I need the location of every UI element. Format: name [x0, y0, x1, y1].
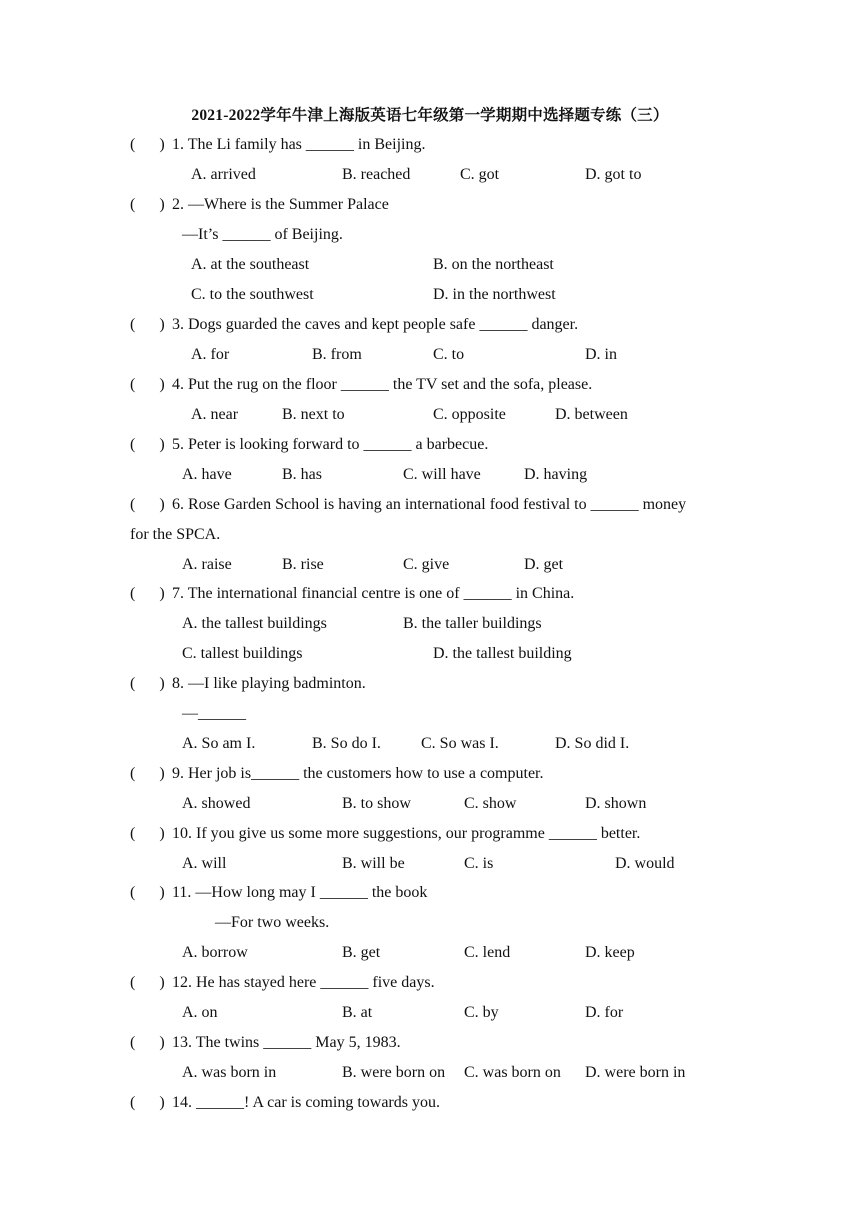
- option-d: D. keep: [585, 944, 635, 961]
- option-c: C. to the southwest: [191, 286, 314, 303]
- answer-blank: ( ): [130, 316, 165, 333]
- option-a: A. at the southeast: [191, 256, 310, 273]
- answer-blank: ( ): [130, 974, 165, 991]
- option-b: B. rise: [282, 556, 324, 573]
- option-d: D. So did I.: [555, 735, 630, 752]
- option-b: B. on the northeast: [433, 256, 554, 273]
- option-c: C. will have: [403, 466, 481, 483]
- option-b: B. has: [282, 466, 322, 483]
- option-a: A. the tallest buildings: [182, 615, 327, 632]
- option-a: A. showed: [182, 795, 251, 812]
- option-d: D. would: [615, 855, 675, 872]
- answer-blank: ( ): [130, 376, 165, 393]
- question-stem: 3. Dogs guarded the caves and kept people safe ______ danger.: [172, 316, 579, 333]
- question-dialogue-reply: —For two weeks.: [215, 914, 330, 931]
- option-c: C. got: [460, 166, 500, 183]
- option-b: B. next to: [282, 406, 345, 423]
- option-a: A. near: [191, 406, 239, 423]
- question-dialogue-reply: —______: [182, 705, 246, 722]
- option-c: C. give: [403, 556, 450, 573]
- option-c: C. by: [464, 1004, 499, 1021]
- option-a: A. have: [182, 466, 232, 483]
- option-a: A. on: [182, 1004, 218, 1021]
- option-b: B. reached: [342, 166, 411, 183]
- question-stem: 9. Her job is______ the customers how to use a computer.: [172, 765, 544, 782]
- question-stem: 6. Rose Garden School is having an international food festival to ______ money: [172, 496, 687, 513]
- option-a: A. raise: [182, 556, 232, 573]
- answer-blank: ( ): [130, 765, 165, 782]
- option-d: D. in: [585, 346, 617, 363]
- option-a: A. borrow: [182, 944, 248, 961]
- answer-blank: ( ): [130, 585, 165, 602]
- answer-blank: ( ): [130, 825, 165, 842]
- option-c: C. is: [464, 855, 494, 872]
- option-b: B. the taller buildings: [403, 615, 542, 632]
- question-stem: 5. Peter is looking forward to ______ a barbecue.: [172, 436, 489, 453]
- option-d: D. were born in: [585, 1064, 686, 1081]
- answer-blank: ( ): [130, 1094, 165, 1111]
- question-stem: 4. Put the rug on the floor ______ the TV set and the sofa, please.: [172, 376, 593, 393]
- question-stem: 7. The international financial centre is one of ______ in China.: [172, 585, 575, 602]
- option-a: A. will: [182, 855, 227, 872]
- option-d: D. for: [585, 1004, 624, 1021]
- answer-blank: ( ): [130, 436, 165, 453]
- option-d: D. got to: [585, 166, 642, 183]
- answer-blank: ( ): [130, 1034, 165, 1051]
- answer-blank: ( ): [130, 196, 165, 213]
- option-d: D. in the northwest: [433, 286, 556, 303]
- question-stem: 14. ______! A car is coming towards you.: [172, 1094, 440, 1111]
- option-b: B. will be: [342, 855, 405, 872]
- option-b: B. were born on: [342, 1064, 446, 1081]
- option-a: A. arrived: [191, 166, 256, 183]
- option-d: D. having: [524, 466, 588, 483]
- option-d: D. shown: [585, 795, 647, 812]
- option-b: B. get: [342, 944, 381, 961]
- option-d: D. the tallest building: [433, 645, 572, 662]
- question-dialogue-reply: —It’s ______ of Beijing.: [182, 226, 343, 243]
- option-c: C. So was I.: [421, 735, 499, 752]
- option-c: C. to: [433, 346, 465, 363]
- answer-blank: ( ): [130, 884, 165, 901]
- option-b: B. from: [312, 346, 362, 363]
- option-c: C. opposite: [433, 406, 506, 423]
- question-stem: 8. —I like playing badminton.: [172, 675, 366, 692]
- option-c: C. show: [464, 795, 517, 812]
- question-stem: 12. He has stayed here ______ five days.: [172, 974, 435, 991]
- answer-blank: ( ): [130, 496, 165, 513]
- answer-blank: ( ): [130, 675, 165, 692]
- option-c: C. tallest buildings: [182, 645, 303, 662]
- option-c: C. was born on: [464, 1064, 561, 1081]
- question-stem: 11. —How long may I ______ the book: [172, 884, 428, 901]
- question-stem: 1. The Li family has ______ in Beijing.: [172, 136, 426, 153]
- option-c: C. lend: [464, 944, 511, 961]
- question-stem: 2. —Where is the Summer Palace: [172, 196, 389, 213]
- option-b: B. to show: [342, 795, 411, 812]
- question-stem: 10. If you give us some more suggestions, our programme ______ better.: [172, 825, 641, 842]
- page-title: 2021-2022学年牛津上海版英语七年级第一学期期中选择题专练（三）: [191, 107, 669, 124]
- option-d: D. between: [555, 406, 628, 423]
- question-stem-continuation: for the SPCA.: [130, 526, 221, 543]
- option-b: B. So do I.: [312, 735, 381, 752]
- option-a: A. So am I.: [182, 735, 256, 752]
- question-stem: 13. The twins ______ May 5, 1983.: [172, 1034, 401, 1051]
- option-a: A. was born in: [182, 1064, 277, 1081]
- option-d: D. get: [524, 556, 564, 573]
- option-a: A. for: [191, 346, 230, 363]
- option-b: B. at: [342, 1004, 373, 1021]
- answer-blank: ( ): [130, 136, 165, 153]
